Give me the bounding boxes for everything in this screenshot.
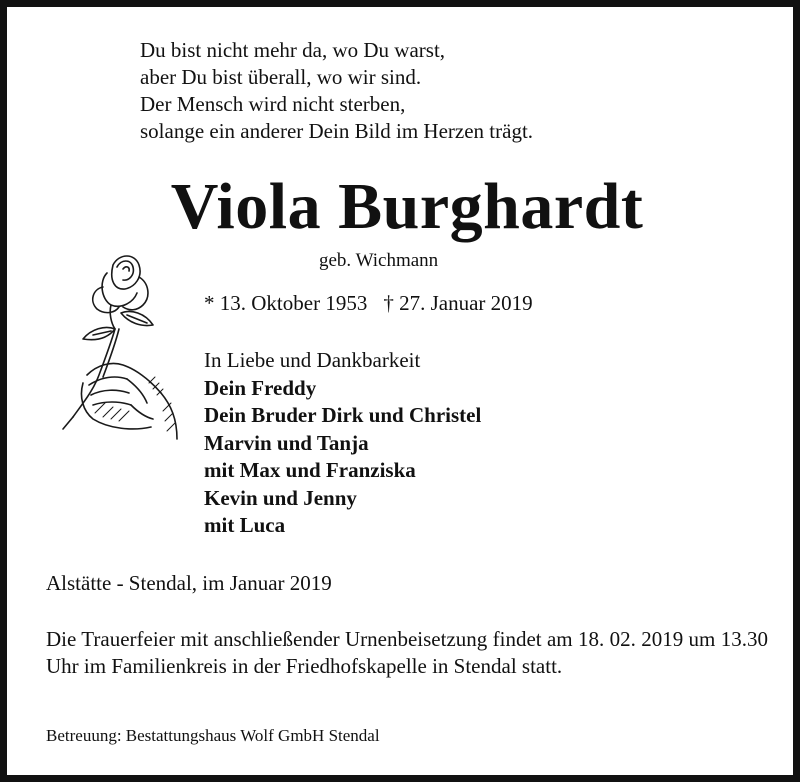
poem-line-2: aber Du bist überall, wo wir sind. — [140, 65, 422, 89]
birth-date: * 13. Oktober 1953 — [204, 291, 368, 315]
maiden-name: geb. Wichmann — [319, 250, 439, 271]
mourner-2: Dein Bruder Dirk und Christel — [204, 403, 482, 427]
funeral-home: Betreuung: Bestattungshaus Wolf GmbH Stendal — [46, 726, 380, 745]
mourners-intro: In Liebe und Dankbarkeit — [204, 348, 421, 372]
mourner-1: Dein Freddy — [204, 375, 317, 400]
mourner-3: Marvin und Tanja — [204, 430, 369, 455]
mourners — [204, 347, 481, 540]
mourner-4: mit Max und Franziska — [204, 458, 416, 482]
rose-in-hand-icon — [53, 243, 201, 455]
mourner-6: mit Luca — [204, 513, 286, 537]
mourner-5: Kevin und Jenny — [204, 485, 357, 510]
ceremony-notice: Die Trauerfeier mit anschließender Urnenbeisetzung findet am 18. 02. 2019 um 13.30 Uhr im Familienkreis in der Friedhofskapelle in Stendal statt. — [46, 627, 768, 678]
life-dates — [204, 291, 533, 316]
poem-line-4: solange ein anderer Dein Bild im Herzen trägt. — [140, 119, 534, 143]
place-date: Alstätte - Stendal, im Januar 2019 — [46, 571, 332, 595]
poem-line-1: Du bist nicht mehr da, wo Du warst, — [140, 38, 446, 62]
poem-line-3: Der Mensch wird nicht sterben, — [140, 92, 406, 116]
poem — [140, 37, 533, 145]
death-date: † 27. Januar 2019 — [383, 291, 533, 315]
deceased-name: Viola Burghardt — [170, 170, 644, 243]
